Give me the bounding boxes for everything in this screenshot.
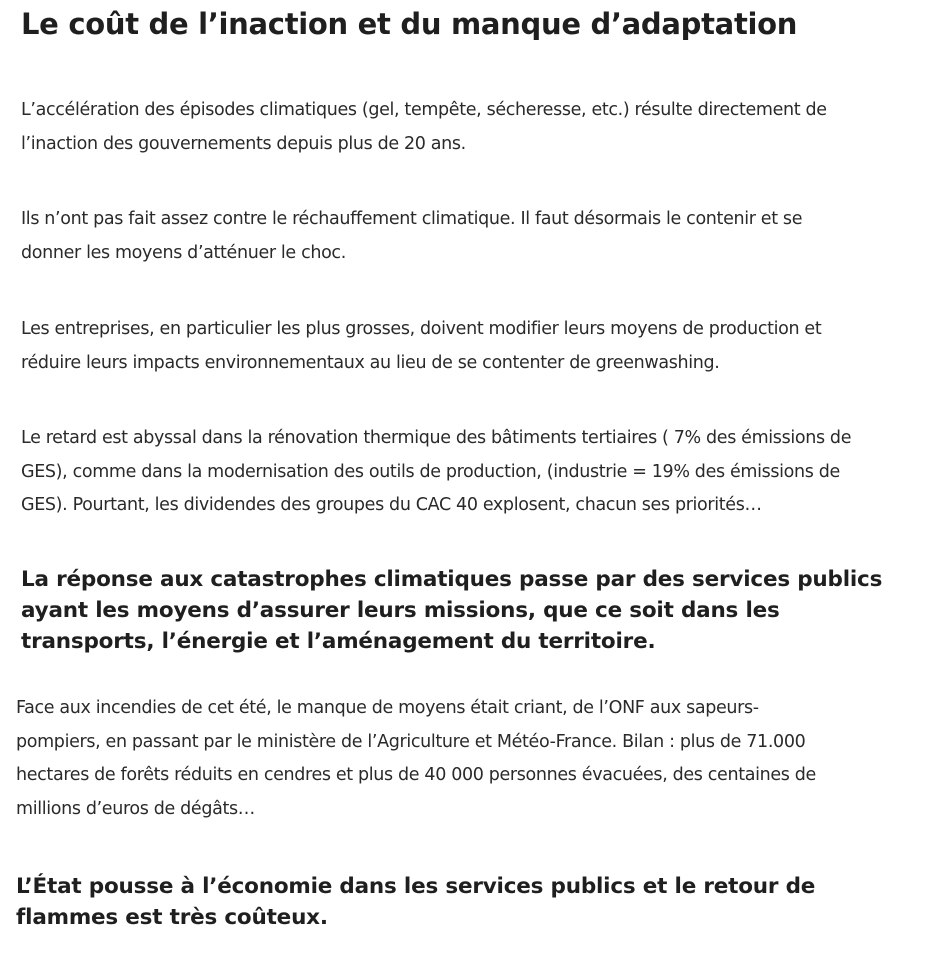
article-title: Le coût de l’inaction et du manque d’adaptation (21, 7, 798, 41)
paragraph-global-warming (21, 203, 936, 270)
paragraph-line: Face aux incendies de cet été, le manque de moyens était criant, de l’ONF aux sapeurs- (16, 698, 759, 718)
paragraph-line: Ils n’ont pas fait assez contre le réchauffement climatique. Il faut désormais le contenir et se (21, 209, 803, 229)
paragraph-line: pompiers, en passant par le ministère de l’Agriculture et Météo-France. Bilan : plus de 71.000 (16, 731, 806, 752)
paragraph-line: hectares de forêts réduits en cendres et plus de 40 000 personnes évacuées, des centaines de (16, 765, 816, 785)
subheading-public-services (21, 564, 936, 657)
paragraph-thermal-renovation (21, 422, 936, 523)
paragraph-climate-acceleration (21, 94, 936, 161)
paragraph-line: GES), comme dans la modernisation des outils de production, (industrie = 19% des émissions de (21, 461, 840, 482)
paragraph-line: donner les moyens d’atténuer le choc. (21, 242, 346, 263)
paragraph-wildfires (16, 692, 931, 826)
paragraph-line: millions d’euros de dégâts… (16, 798, 255, 819)
subheading-line: flammes est très coûteux. (16, 905, 328, 930)
paragraph-line: Les entreprises, en particulier les plus grosses, doivent modifier leurs moyens de production et (21, 319, 822, 339)
subheading-state-economy (16, 871, 931, 933)
paragraph-line: l’inaction des gouvernements depuis plus de 20 ans. (21, 133, 466, 154)
subheading-line: ayant les moyens d’assurer leurs missions, que ce soit dans les (21, 598, 780, 623)
paragraph-line: Le retard est abyssal dans la rénovation thermique des bâtiments tertiaires ( 7% des émissions de (21, 428, 852, 448)
subheading-line: L’État pousse à l’économie dans les services publics et le retour de (16, 874, 816, 899)
paragraph-companies (21, 313, 936, 380)
subheading-line: transports, l’énergie et l’aménagement du territoire. (21, 629, 656, 654)
paragraph-line: L’accélération des épisodes climatiques (gel, tempête, sécheresse, etc.) résulte directement de (21, 100, 827, 120)
paragraph-line: réduire leurs impacts environnementaux au lieu de se contenter de greenwashing. (21, 352, 720, 373)
subheading-line: La réponse aux catastrophes climatiques passe par des services publics (21, 567, 883, 592)
paragraph-line: GES). Pourtant, les dividendes des groupes du CAC 40 explosent, chacun ses priorités… (21, 495, 762, 515)
